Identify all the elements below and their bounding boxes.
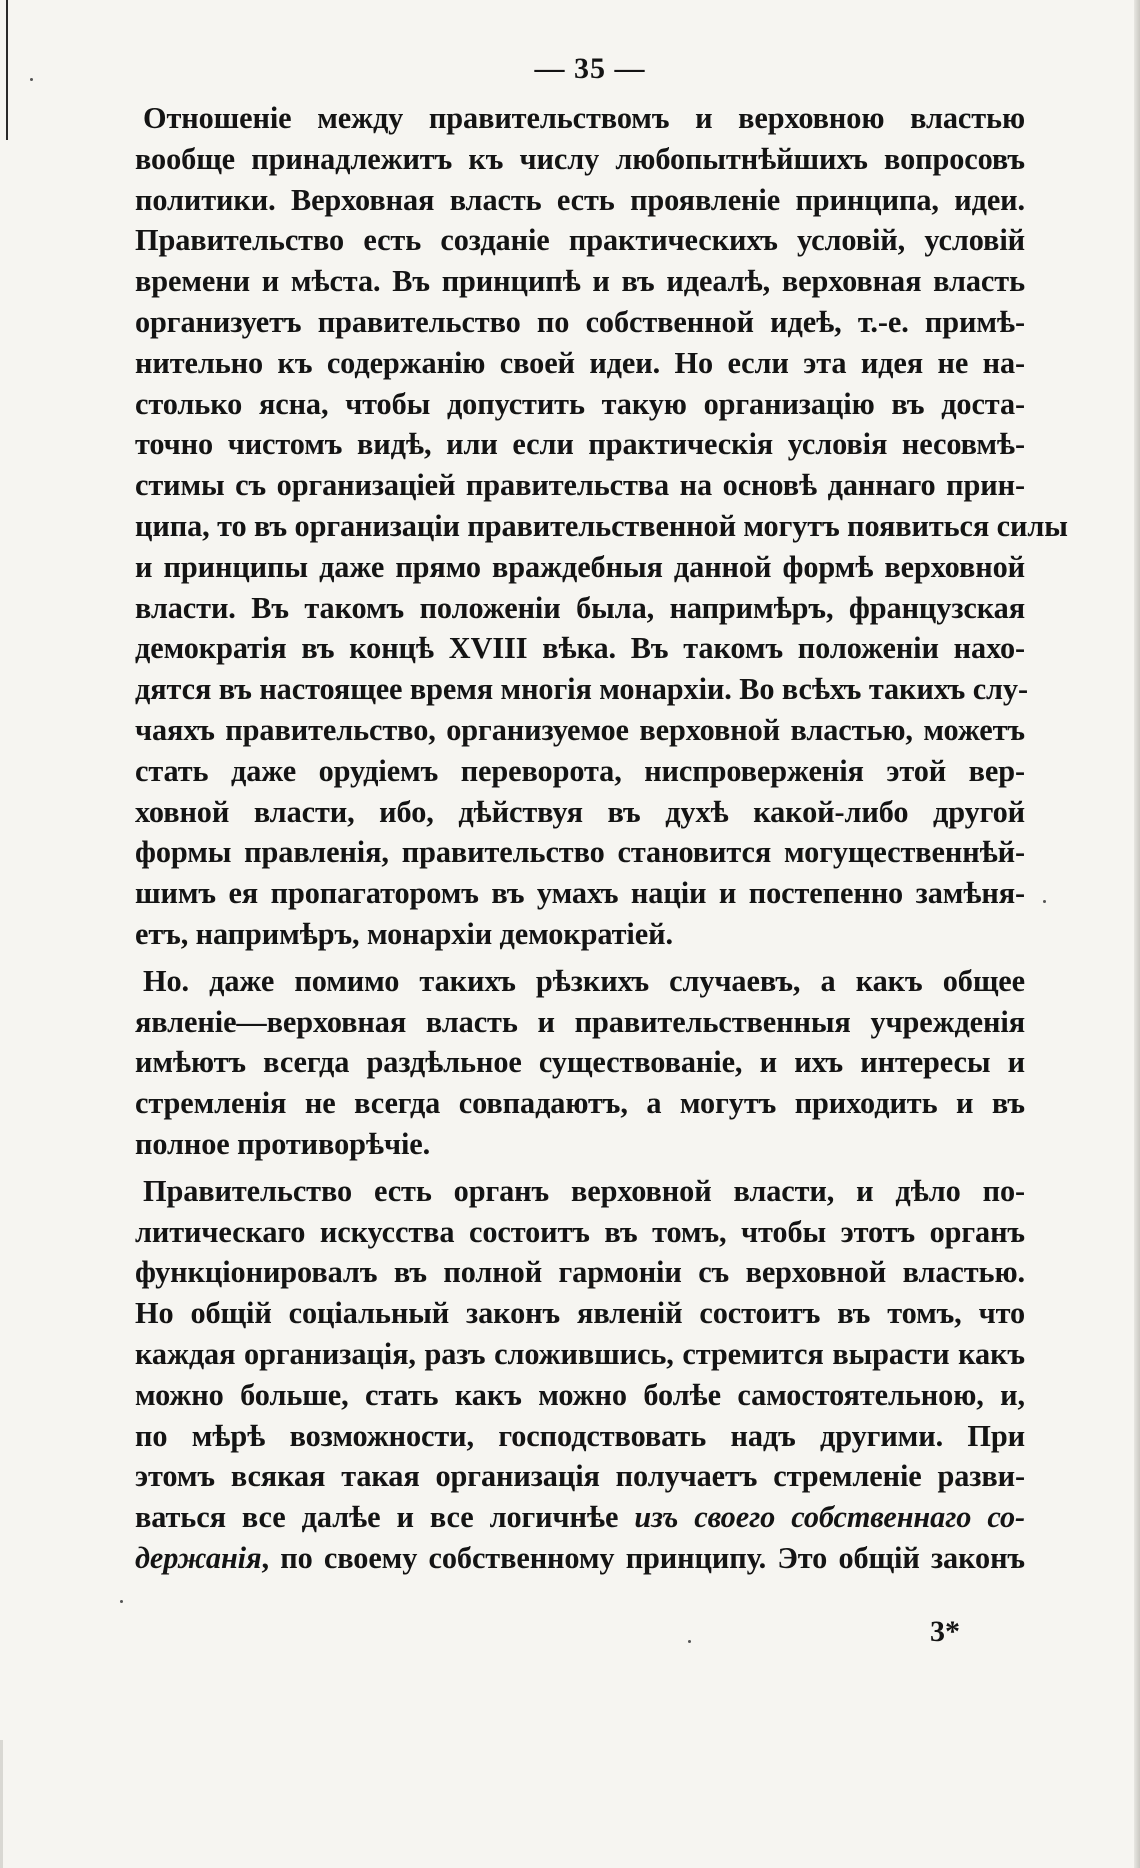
text-line: демократія въ концѣ XVIII вѣка. Въ такомъ положеніи нахо-	[135, 631, 1025, 666]
italic-phrase: держанія	[135, 1540, 262, 1575]
text-line: формы правленія, правительство становится могущественнѣй-	[135, 835, 1025, 870]
text-line: стать даже орудіемъ переворота, ниспроверженія этой вер-	[135, 753, 1025, 788]
text-run: ваться все далѣе и все логичнѣе	[135, 1500, 619, 1535]
text-line: организуетъ правительство по собственной идеѣ, т.-е. примѣ-	[135, 304, 1025, 339]
text-line: времени и мѣста. Въ принципѣ и въ идеалѣ, верховная власть	[135, 264, 1025, 299]
text-line: дятся въ настоящее время многія монархіи. Во всѣхъ такихъ слу-	[135, 672, 1028, 707]
text-line: каждая организація, разъ сложившись, стремится вырасти какъ	[135, 1336, 1025, 1371]
scan-edge-right	[1134, 0, 1140, 1868]
print-speck	[1043, 900, 1046, 903]
text-line: литическаго искусства состоитъ въ томъ, чтобы этотъ органъ	[135, 1214, 1025, 1249]
text-line: стремленія не всегда совпадаютъ, а могутъ приходить и въ	[135, 1086, 1025, 1121]
text-line-with-italic	[135, 1497, 1025, 1538]
text-line: имѣютъ всегда раздѣльное существованіе, и ихъ интересы и	[135, 1045, 1025, 1080]
text-line: точно чистомъ видѣ, или если практическія условія несовмѣ-	[135, 427, 1025, 462]
text-line: функціонировалъ въ полной гармоніи съ верховной властью.	[135, 1255, 1025, 1290]
text-line: шимъ ея пропагаторомъ въ умахъ націи и постепенно замѣня-	[135, 876, 1025, 911]
signature-mark: 3*	[930, 1615, 960, 1648]
text-line: Отношеніе между правительствомъ и верховною властью	[143, 101, 1025, 135]
paragraph-1	[135, 98, 1068, 955]
page-number: — 35 —	[534, 52, 646, 85]
print-speck	[688, 1640, 691, 1643]
scan-edge-shadow	[6, 0, 8, 140]
print-speck	[30, 78, 33, 81]
text-line: стимы съ организаціей правительства на основѣ даннаго прин-	[135, 468, 1025, 503]
text-line: можно больше, стать какъ можно болѣе самостоятельною, и,	[135, 1377, 1025, 1412]
text-line: ципа, то въ организаціи правительственной могутъ появиться силы	[135, 508, 1068, 543]
print-speck	[120, 1600, 123, 1603]
paragraph-3	[135, 1171, 1025, 1579]
text-line: по мѣрѣ возможности, господствовать надъ другими. При	[135, 1418, 1025, 1453]
text-line: нительно къ содержанію своей идеи. Но если эта идея не на-	[135, 345, 1025, 380]
text-line: Но общій соціальный законъ явленій состоитъ въ томъ, что	[135, 1296, 1025, 1331]
text-line: вообще принадлежитъ къ числу любопытнѣйшихъ вопросовъ	[135, 141, 1025, 176]
book-page	[135, 52, 1068, 1579]
text-line: политики. Верховная власть есть проявленіе принципа, идеи.	[135, 182, 1025, 217]
text-line: ховной власти, ибо, дѣйствуя въ духѣ какой-либо другой	[135, 794, 1025, 829]
text-line: Правительство есть органъ верховной власти, и дѣло по-	[143, 1173, 1025, 1208]
text-line: чаяхъ правительство, организуемое верховной властью, можетъ	[135, 712, 1025, 747]
text-line: этомъ всякая такая организація получаетъ стремленіе разви-	[135, 1459, 1025, 1494]
text-line: Правительство есть созданіе практическихъ условій, условій	[135, 223, 1025, 258]
text-line: явленіе—верховная власть и правительственныя учрежденія	[135, 1004, 1025, 1039]
text-line: Но. даже помимо такихъ рѣзкихъ случаевъ, а какъ общее	[143, 963, 1025, 998]
text-line-with-italic: держанія, по своему собственному принципу. Это общій законъ	[135, 1540, 1025, 1575]
text-line: власти. Въ такомъ положеніи была, напримѣръ, французская	[135, 590, 1025, 625]
italic-phrase: изъ своего собственнаго со-	[634, 1500, 1025, 1535]
text-line: етъ, напримѣръ, монархіи демократіей.	[135, 916, 673, 951]
paragraph-2	[135, 961, 1025, 1165]
text-run: по своему собственному принципу. Это общій законъ	[280, 1540, 1025, 1575]
text-line: столько ясна, чтобы допустить такую организацію въ доста-	[135, 386, 1025, 421]
text-line: полное противорѣчіе.	[135, 1126, 431, 1161]
scan-edge-shadow-bottom	[0, 1740, 3, 1868]
text-line: и принципы даже прямо враждебныя данной формѣ верховной	[135, 549, 1025, 584]
